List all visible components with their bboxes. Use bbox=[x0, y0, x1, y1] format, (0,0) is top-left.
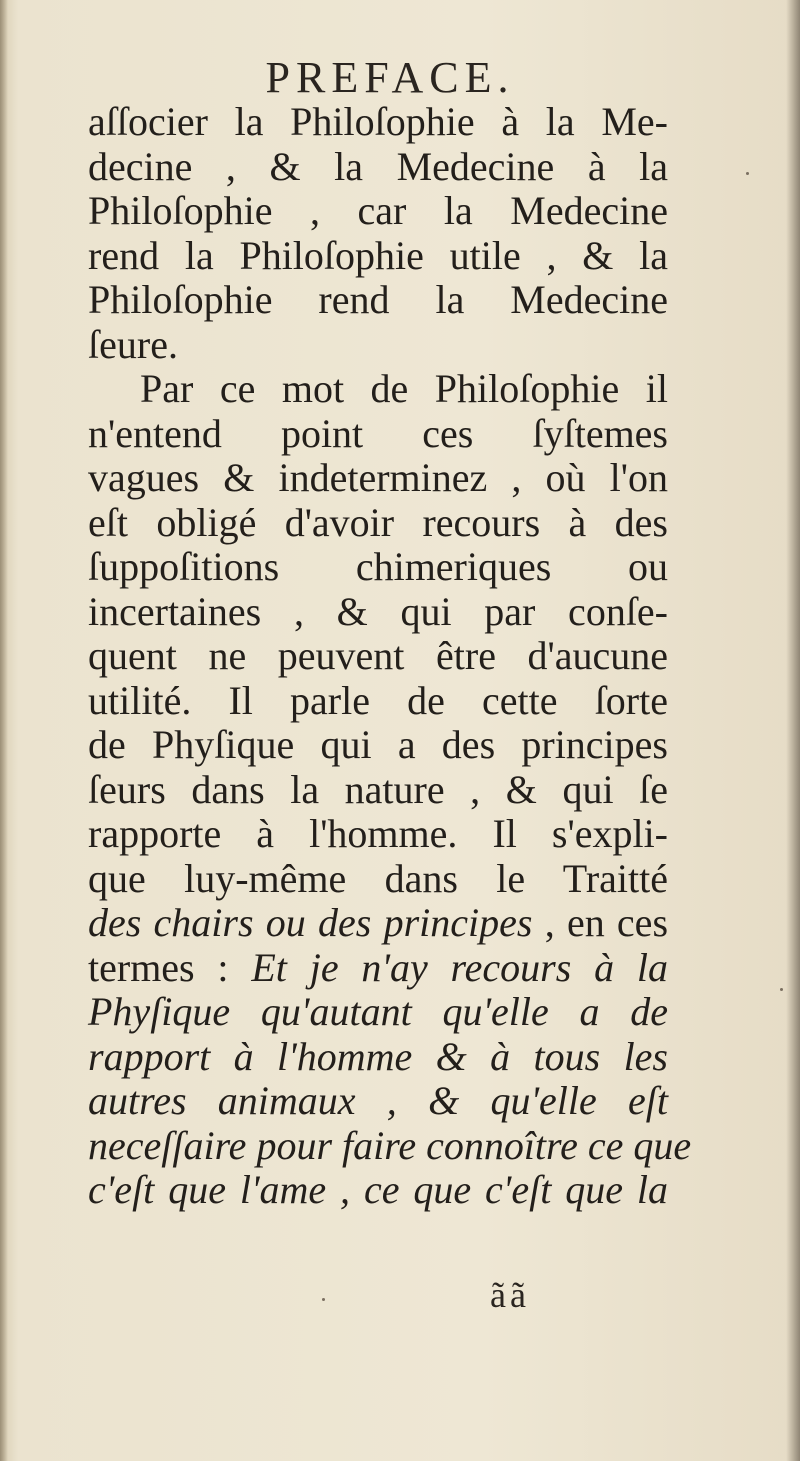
roman-run: eſt obligé d'avoir recours à des bbox=[88, 499, 668, 545]
roman-run: Par ce mot de Philoſophie il bbox=[140, 366, 668, 411]
roman-run: , en ces bbox=[532, 900, 669, 945]
roman-run: aſſocier la Philoſophie à la Me- bbox=[88, 99, 668, 144]
text-line bbox=[88, 145, 668, 190]
roman-run: decine , & la Medecine à la bbox=[88, 143, 668, 189]
roman-run: incertaines , & qui par conſe- bbox=[88, 588, 668, 634]
body-text bbox=[88, 99, 692, 1213]
text-line bbox=[88, 1122, 692, 1169]
roman-run: termes : bbox=[88, 944, 252, 990]
roman-run: que luy-même dans le Traitté bbox=[88, 855, 668, 901]
italic-run: des chairs ou des principes bbox=[88, 900, 533, 945]
italic-run: c'eſt que l'ame , ce que c'eſt que la bbox=[88, 1167, 668, 1212]
text-line bbox=[88, 501, 668, 546]
paper-speck bbox=[746, 172, 749, 175]
text-line bbox=[88, 412, 668, 457]
text-line bbox=[88, 901, 668, 946]
text-line bbox=[88, 634, 668, 679]
italic-run: Et je n'ay recours à la bbox=[251, 944, 669, 990]
text-line bbox=[88, 812, 668, 857]
text-line bbox=[88, 278, 668, 323]
text-line bbox=[88, 367, 668, 412]
italic-run: autres animaux , & qu'elle eſt bbox=[88, 1078, 668, 1123]
text-line bbox=[88, 590, 668, 635]
roman-run: de Phyſique qui a des principes bbox=[88, 722, 668, 767]
paper-speck bbox=[780, 988, 783, 991]
italic-run: neceſſaire pour faire connoître ce que bbox=[88, 1122, 692, 1168]
running-head: PREFACE. bbox=[265, 53, 515, 102]
text-line bbox=[88, 100, 668, 145]
text-line bbox=[88, 545, 668, 590]
italic-run: rapport à l'homme & à tous les bbox=[88, 1033, 668, 1079]
text-line bbox=[88, 323, 668, 368]
text-line bbox=[88, 723, 668, 768]
roman-run: ſuppoſitions chimeriques ou bbox=[88, 544, 668, 589]
roman-run: rapporte à l'homme. Il s'expli- bbox=[88, 811, 668, 856]
roman-run: ſeure. bbox=[88, 321, 178, 367]
text-line bbox=[88, 1168, 668, 1213]
text-line bbox=[88, 456, 668, 501]
text-line bbox=[88, 189, 668, 234]
italic-run: Phyſique qu'autant qu'elle a de bbox=[88, 989, 668, 1034]
spine-shadow bbox=[0, 0, 8, 1461]
page-edge bbox=[786, 0, 800, 1461]
catchword: ãã bbox=[490, 1275, 530, 1315]
roman-run: rend la Philoſophie utile , & la bbox=[88, 232, 668, 278]
text-line bbox=[88, 679, 668, 724]
roman-run: utilité. Il parle de cette ſorte bbox=[88, 677, 668, 723]
roman-run: quent ne peuvent être d'aucune bbox=[88, 633, 668, 678]
roman-run: ſeurs dans la nature , & qui ſe bbox=[88, 766, 668, 812]
roman-run: n'entend point ces ſyſtemes bbox=[88, 410, 668, 456]
text-line bbox=[88, 234, 668, 279]
text-line bbox=[88, 857, 668, 902]
roman-run: Philoſophie , car la Medecine bbox=[88, 188, 668, 233]
text-line bbox=[88, 1035, 668, 1080]
paper-speck bbox=[322, 1298, 325, 1301]
roman-run: Philoſophie rend la Medecine bbox=[88, 277, 668, 322]
roman-run: vagues & indeterminez , où l'on bbox=[88, 455, 668, 500]
text-line bbox=[88, 768, 668, 813]
text-line bbox=[88, 946, 668, 991]
text-line bbox=[88, 1079, 668, 1124]
text-line bbox=[88, 990, 668, 1035]
